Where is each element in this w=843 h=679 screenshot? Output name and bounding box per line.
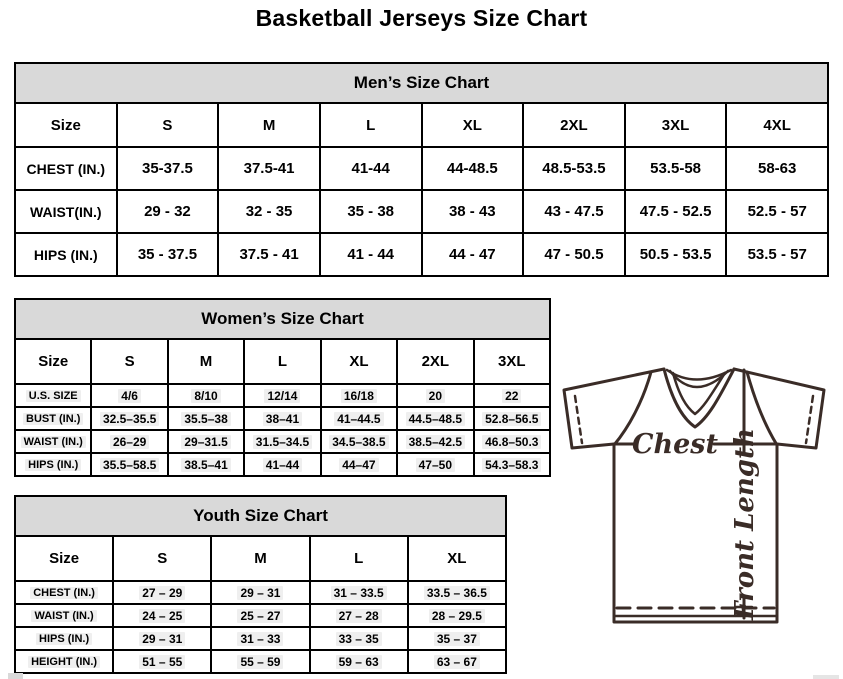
size-value-cell: 44 - 47 [422, 233, 524, 276]
column-header-m: M [168, 339, 244, 384]
table-row [15, 147, 828, 190]
size-value-cell: 29–31.5 [168, 430, 244, 453]
size-value-cell: 53.5-58 [625, 147, 727, 190]
size-value-cell: 54.3–58.3 [474, 453, 550, 476]
size-value-cell: 31 – 33 [211, 627, 309, 650]
size-value-cell: 44.5–48.5 [397, 407, 473, 430]
column-header-l: L [310, 536, 408, 581]
row-label: HIPS (IN.) [15, 233, 117, 276]
row-label: CHEST (IN.) [15, 147, 117, 190]
column-header-3xl: 3XL [625, 103, 727, 147]
size-value-cell: 50.5 - 53.5 [625, 233, 727, 276]
table-row [15, 581, 506, 604]
row-label: WAIST(IN.) [15, 190, 117, 233]
size-value-cell: 16/18 [321, 384, 397, 407]
column-header-4xl: 4XL [726, 103, 828, 147]
size-value-cell: 37.5-41 [218, 147, 320, 190]
size-value-cell: 38.5–41 [168, 453, 244, 476]
size-value-cell: 24 – 25 [113, 604, 211, 627]
youth-size-chart-table [14, 495, 507, 674]
size-value-cell: 27 – 29 [113, 581, 211, 604]
size-value-cell: 51 – 55 [113, 650, 211, 673]
size-value-cell: 25 – 27 [211, 604, 309, 627]
size-value-cell: 52.8–56.5 [474, 407, 550, 430]
size-value-cell: 27 – 28 [310, 604, 408, 627]
column-header-l: L [244, 339, 320, 384]
mens-chart-title: Men’s Size Chart [15, 63, 828, 103]
size-value-cell: 8/10 [168, 384, 244, 407]
size-value-cell: 33.5 – 36.5 [408, 581, 506, 604]
size-value-cell: 38.5–42.5 [397, 430, 473, 453]
row-label: WAIST (IN.) [15, 604, 113, 627]
column-header-2xl: 2XL [397, 339, 473, 384]
size-value-cell: 41-44 [320, 147, 422, 190]
size-value-cell: 20 [397, 384, 473, 407]
size-value-cell: 35 – 37 [408, 627, 506, 650]
column-header-xl: XL [422, 103, 524, 147]
column-header-xl: XL [321, 339, 397, 384]
size-value-cell: 32.5–35.5 [91, 407, 167, 430]
row-label: WAIST (IN.) [15, 430, 91, 453]
size-value-cell: 35 - 37.5 [117, 233, 219, 276]
row-label: BUST (IN.) [15, 407, 91, 430]
size-value-cell: 55 – 59 [211, 650, 309, 673]
youth-header-row [15, 536, 506, 581]
size-column-header: Size [15, 536, 113, 581]
front-length-label: Front Length [730, 428, 760, 620]
mens-size-chart-table [14, 62, 829, 277]
size-value-cell: 46.8–50.3 [474, 430, 550, 453]
size-value-cell: 38 - 43 [422, 190, 524, 233]
size-value-cell: 31.5–34.5 [244, 430, 320, 453]
column-header-s: S [117, 103, 219, 147]
size-value-cell: 31 – 33.5 [310, 581, 408, 604]
size-value-cell: 29 - 32 [117, 190, 219, 233]
size-value-cell: 35.5–58.5 [91, 453, 167, 476]
womens-band-row [15, 299, 550, 339]
size-value-cell: 47.5 - 52.5 [625, 190, 727, 233]
size-value-cell: 38–41 [244, 407, 320, 430]
size-value-cell: 4/6 [91, 384, 167, 407]
row-label: HEIGHT (IN.) [15, 650, 113, 673]
size-column-header: Size [15, 103, 117, 147]
table-row [15, 190, 828, 233]
row-label: CHEST (IN.) [15, 581, 113, 604]
size-value-cell: 44–47 [321, 453, 397, 476]
page-title: Basketball Jerseys Size Chart [255, 5, 588, 31]
left-cuff-stitch [575, 396, 582, 443]
column-header-2xl: 2XL [523, 103, 625, 147]
womens-chart-title: Women’s Size Chart [15, 299, 550, 339]
jersey-measurement-diagram [552, 356, 834, 656]
size-value-cell: 35 - 38 [320, 190, 422, 233]
size-value-cell: 33 – 35 [310, 627, 408, 650]
right-cuff-stitch [806, 396, 813, 443]
size-value-cell: 26–29 [91, 430, 167, 453]
size-value-cell: 41–44.5 [321, 407, 397, 430]
table-row [15, 233, 828, 276]
youth-band-row [15, 496, 506, 536]
column-header-l: L [320, 103, 422, 147]
size-value-cell: 35-37.5 [117, 147, 219, 190]
jersey-outline [564, 369, 824, 622]
column-header-m: M [218, 103, 320, 147]
size-column-header: Size [15, 339, 91, 384]
row-label: U.S. SIZE [15, 384, 91, 407]
column-header-m: M [211, 536, 309, 581]
size-value-cell: 41–44 [244, 453, 320, 476]
size-value-cell: 43 - 47.5 [523, 190, 625, 233]
scrollbar-artifact-right [813, 675, 839, 679]
chest-label: Chest [632, 429, 718, 460]
row-label: HIPS (IN.) [15, 453, 91, 476]
size-value-cell: 29 – 31 [211, 581, 309, 604]
table-row [15, 384, 550, 407]
table-row [15, 604, 506, 627]
mens-band-row [15, 63, 828, 103]
size-value-cell: 52.5 - 57 [726, 190, 828, 233]
table-row [15, 453, 550, 476]
scrollbar-artifact-left [8, 673, 23, 679]
column-header-xl: XL [408, 536, 506, 581]
youth-chart-title: Youth Size Chart [15, 496, 506, 536]
size-value-cell: 58-63 [726, 147, 828, 190]
size-value-cell: 12/14 [244, 384, 320, 407]
size-value-cell: 53.5 - 57 [726, 233, 828, 276]
mens-header-row [15, 103, 828, 147]
size-value-cell: 48.5-53.5 [523, 147, 625, 190]
size-value-cell: 28 – 29.5 [408, 604, 506, 627]
table-row [15, 627, 506, 650]
size-value-cell: 47–50 [397, 453, 473, 476]
size-value-cell: 34.5–38.5 [321, 430, 397, 453]
size-value-cell: 41 - 44 [320, 233, 422, 276]
table-row [15, 650, 506, 673]
size-value-cell: 35.5–38 [168, 407, 244, 430]
size-value-cell: 59 – 63 [310, 650, 408, 673]
size-value-cell: 63 – 67 [408, 650, 506, 673]
size-value-cell: 37.5 - 41 [218, 233, 320, 276]
size-value-cell: 47 - 50.5 [523, 233, 625, 276]
column-header-3xl: 3XL [474, 339, 550, 384]
size-value-cell: 44-48.5 [422, 147, 524, 190]
size-value-cell: 22 [474, 384, 550, 407]
column-header-s: S [91, 339, 167, 384]
size-value-cell: 29 – 31 [113, 627, 211, 650]
table-row [15, 407, 550, 430]
column-header-s: S [113, 536, 211, 581]
row-label: HIPS (IN.) [15, 627, 113, 650]
table-row [15, 430, 550, 453]
womens-size-chart-table [14, 298, 551, 477]
size-value-cell: 32 - 35 [218, 190, 320, 233]
womens-header-row [15, 339, 550, 384]
